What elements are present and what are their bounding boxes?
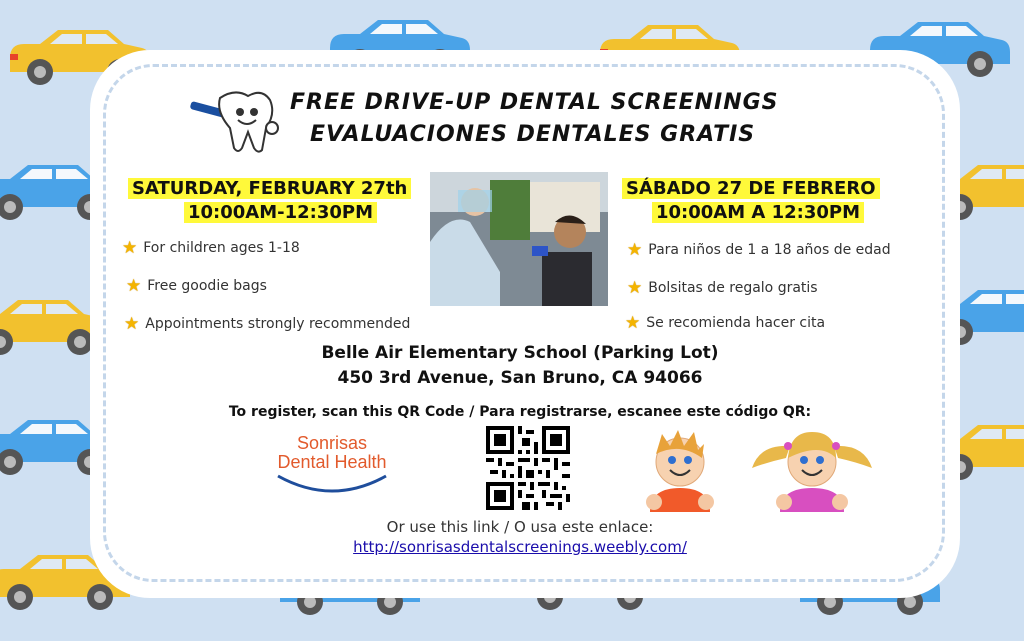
- star-icon: ★: [625, 313, 641, 333]
- screening-photo: [430, 172, 608, 306]
- qr-code[interactable]: [486, 426, 570, 510]
- spanish-bullet-1: ★ Para niños de 1 a 18 años de edad: [627, 240, 891, 260]
- english-bullet-1: ★ For children ages 1-18: [122, 238, 300, 258]
- spanish-bullet-3: ★ Se recomienda hacer cita: [625, 313, 826, 333]
- star-icon: ★: [627, 278, 643, 298]
- star-icon: ★: [124, 314, 140, 334]
- english-date: SATURDAY, FEBRUARY 27th: [128, 178, 411, 199]
- location-address: 450 3rd Avenue, San Bruno, CA 94066: [337, 368, 703, 388]
- title-line-2: EVALUACIONES DENTALES GRATIS: [310, 122, 756, 147]
- star-icon: ★: [126, 276, 142, 296]
- register-instructions: To register, scan this QR Code / Para registrarse, escanee este código QR:: [228, 404, 812, 420]
- tooth-mascot-icon: [190, 88, 280, 158]
- spanish-bullet-2: ★ Bolsitas de regalo gratis: [627, 278, 818, 298]
- english-time: 10:00AM-12:30PM: [184, 202, 377, 223]
- english-bullet-2: ★ Free goodie bags: [126, 276, 267, 296]
- kids-illustration: [640, 424, 880, 514]
- title-line-1: FREE DRIVE-UP DENTAL SCREENINGS: [290, 90, 779, 115]
- spanish-date: SÁBADO 27 DE FEBRERO: [622, 178, 880, 199]
- sonrisas-logo: [276, 434, 388, 502]
- logo-line-1: Sonrisas: [296, 433, 368, 453]
- location-name: Belle Air Elementary School (Parking Lot): [321, 343, 719, 363]
- star-icon: ★: [627, 240, 643, 260]
- registration-link[interactable]: http://sonrisasdentalscreenings.weebly.com/: [353, 538, 687, 556]
- logo-line-2: Dental Health: [277, 452, 387, 472]
- spanish-time: 10:00AM A 12:30PM: [652, 202, 864, 223]
- logo-smile-icon: [276, 472, 388, 498]
- english-bullet-3: ★ Appointments strongly recommended: [124, 314, 411, 334]
- link-intro: Or use this link / O usa este enlace:: [386, 518, 654, 536]
- star-icon: ★: [122, 238, 138, 258]
